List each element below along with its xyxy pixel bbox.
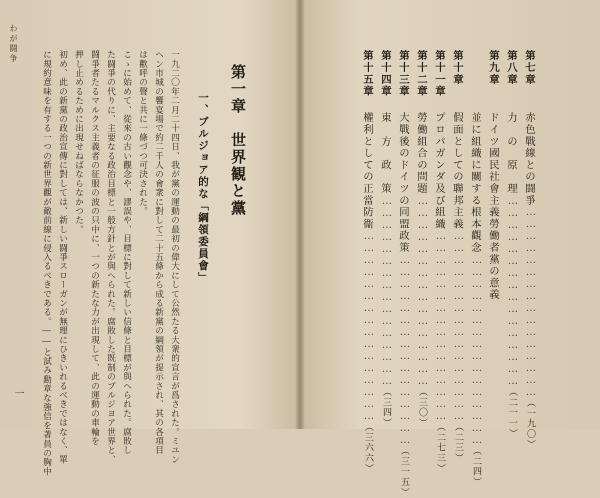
toc-chapter-number: 第七章 — [523, 50, 535, 86]
toc-entry — [486, 50, 501, 350]
toc-entry — [360, 50, 375, 474]
body-line: に規約意味を有する一つの新世界觀が敵前線に侵入るべきである。――と試み勳章な強信を著員の胸中 — [41, 50, 52, 476]
toc-leader: ………………………………………… — [399, 253, 411, 446]
toc-chapter-title: 並に組織に關する根本觀念 — [469, 112, 481, 254]
toc-leader: ………………………………………… — [381, 194, 393, 387]
section-title: 一、ブルジョア的な「綱領委員會」 — [197, 92, 209, 284]
toc-chapter-title: 力 の 原 理 — [505, 112, 517, 195]
toc-leader: ………………………………………… — [453, 230, 465, 422]
toc-entry — [468, 50, 483, 488]
toc-chapter-title: 東 方 政 策 — [379, 112, 391, 195]
toc-entry — [522, 50, 537, 451]
toc-chapter-number: 第十二章 — [415, 50, 427, 98]
toc-leader: ………………………………………… — [363, 230, 375, 422]
toc-chapter-number: 第八章 — [505, 50, 517, 86]
toc-page-number: （二一一） — [507, 386, 517, 439]
body-line: は歡呼の聲と共に一條づつ可決された。 — [137, 50, 148, 216]
body-line: た闘爭の代りに、主要なる政治目標と一般方針とが與へられた。腐敗した既制のブルジヨア世界と、 — [105, 50, 116, 464]
toc-chapter-number — [468, 50, 483, 112]
toc-entry — [414, 50, 429, 429]
chapter-title: 第一章 世界観と黨 — [229, 64, 247, 217]
body-line: 初め、此の新黨の政治宣傳に對しては、新しい闘爭スローガンが無理にひきいれるべきではなく、單 — [57, 50, 68, 464]
toc-chapter-title: 假面としての聯邦主義 — [451, 112, 463, 230]
right-page — [302, 0, 600, 498]
toc-chapter-number: 第十三章 — [397, 50, 409, 98]
toc-chapter-title: 大戰後のドイツの同盟政策 — [397, 112, 409, 254]
toc-chapter-title: 權利としての正當防衞 — [361, 112, 373, 230]
page-number: 一 — [12, 388, 23, 398]
toc-leader: ………………………………………… — [471, 253, 483, 446]
toc-chapter-number: 第十一章 — [433, 50, 445, 98]
toc-entry — [504, 50, 519, 439]
toc-page-number: （三一五） — [399, 445, 409, 498]
toc-page-number: （二四） — [471, 445, 481, 488]
left-page — [0, 0, 298, 476]
running-head: わが闘争 — [9, 24, 18, 64]
toc-leader: ………………………………………… — [525, 206, 537, 399]
toc-entry — [432, 50, 447, 474]
toc-entry — [450, 50, 465, 464]
toc-chapter-number: 第九章 — [487, 50, 499, 86]
toc-page-number: （二七三） — [435, 422, 445, 474]
toc-leader: ………………………………………… — [435, 230, 447, 422]
body-line: 一九二〇年二月二十四日、我が黨の運動の最初の偉大にして公然たる大衆的宣言が爲された。ミユン — [169, 50, 180, 464]
toc-page-number: （三四） — [381, 386, 391, 429]
toc-page-number: （二三） — [453, 422, 463, 464]
toc-chapter-title: 勞働組合の問題 — [415, 112, 427, 195]
body-line: こゝに始めて、從來の古い觀念や、謬誤や、目標に對して新しい信條と目標が與へられた。腐敗し — [121, 50, 132, 455]
toc-page-number: （三六六） — [363, 422, 373, 474]
toc-entry — [378, 50, 393, 429]
toc-chapter-number: 第十五章 — [361, 50, 373, 98]
toc-page-number: （一九〇） — [525, 398, 535, 451]
body-line: 押し止めるために出現せねばならなかつた。 — [73, 50, 84, 234]
toc-entry — [396, 50, 411, 498]
toc-chapter-number: 第十章 — [451, 50, 463, 86]
toc-chapter-title: 赤色戰線との闘爭 — [523, 112, 535, 207]
toc-leader: ………………………………………… — [417, 194, 429, 387]
toc-chapter-title: ドイツ國民社會主義勞働者黨の意義 — [487, 112, 499, 301]
toc-leader: ………………………………………… — [507, 194, 519, 387]
toc-chapter-title: プロパガンダ及び組織 — [433, 112, 445, 230]
toc-chapter-number: 第十四章 — [379, 50, 391, 98]
body-line: ヘン市城の饗宴場で約二千人の會衆に對して二十五條から成る新黨の綱領が提示され、其の各項目 — [153, 50, 164, 455]
body-line: 闘爭者たるマルクス主義者の征服の波の只中に、一つの新たな力が出現して、此の運動の車輪を — [89, 50, 100, 446]
toc-page-number: （三〇） — [417, 386, 427, 429]
